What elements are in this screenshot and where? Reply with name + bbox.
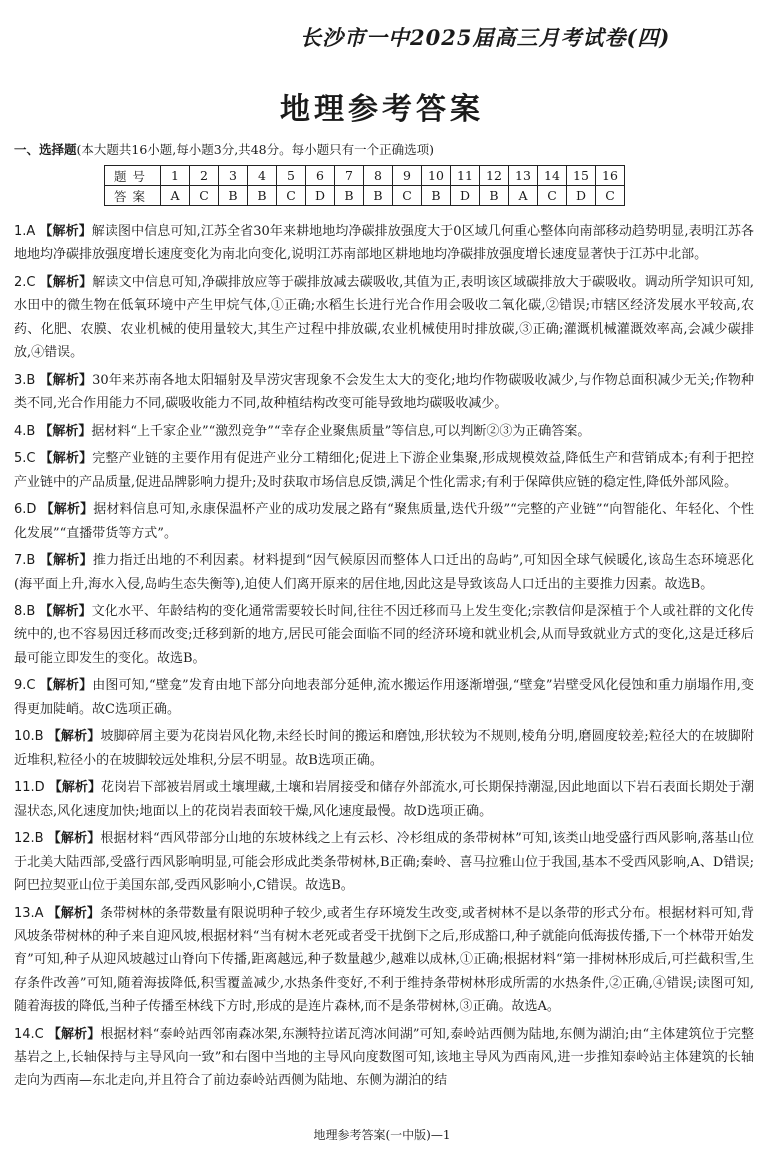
answer-item-number: 13.A bbox=[14, 905, 44, 921]
answer-item bbox=[14, 420, 754, 443]
analysis-tag: 【解析】 bbox=[47, 905, 101, 921]
answer-item bbox=[14, 827, 754, 897]
question-number-row bbox=[105, 166, 625, 186]
question-number-cell: 15 bbox=[567, 166, 596, 186]
answer-item-text: 解读文中信息可知,净碳排放应等于碳排放减去碳吸收,其值为正,表明该区域碳排放大于碳吸收。调动所学知识可知,水田中的微生物在低氧环境中产生甲烷气体,①正确;水稻生长进行光合作用会吸收二氧化碳,②错误;市辖区经济发展水平较高,农药、化肥、农膜、农业机械的使用量较大,其生产过程中排放碳,农业机械使用时排放碳,③正确;灌溉机械灌溉效率高,会减少碳排放,④错误。 bbox=[14, 274, 754, 360]
analysis-tag: 【解析】 bbox=[40, 502, 94, 518]
answer-item bbox=[14, 902, 754, 1018]
question-number-cell: 14 bbox=[538, 166, 567, 186]
answer-item-text: 坡脚碎屑主要为花岗岩风化物,未经长时间的搬运和磨蚀,形状较为不规则,棱角分明,磨圆度较差;粒径大的在坡脚附近堆积,粒径小的在坡脚较远处堆积,分层不明显。故B选项正确。 bbox=[14, 729, 754, 768]
answer-item-number: 11.D bbox=[14, 780, 45, 796]
analysis-tag: 【解析】 bbox=[48, 780, 102, 796]
analysis-tag: 【解析】 bbox=[39, 274, 93, 290]
answer-cell: A bbox=[161, 186, 190, 206]
answer-cell: B bbox=[364, 186, 393, 206]
answer-cell: C bbox=[393, 186, 422, 206]
answer-item-text: 完整产业链的主要作用有促进产业分工精细化;促进上下游企业集聚,形成规模效益,降低生产和营销成本;有利于把控产业链中的产品质量,促进品牌影响力提升;及时获取市场信息反馈,满足个性化需求;有利于保障供应链的稳定性,降低外部风险。 bbox=[14, 451, 754, 490]
school-exam-title: 长沙市一中2025届高三月考试卷(四) bbox=[300, 25, 671, 50]
answer-cell: C bbox=[277, 186, 306, 206]
answer-table bbox=[104, 165, 625, 206]
answer-item-number: 14.C bbox=[14, 1026, 44, 1042]
question-number-cell: 11 bbox=[451, 166, 480, 186]
answer-item-number: 2.C bbox=[14, 274, 36, 290]
answer-item-text: 据材料“上千家企业”“激烈竞争”“幸存企业聚焦质量”等信息,可以判断②③为正确答案。 bbox=[91, 423, 591, 439]
question-number-cell: 5 bbox=[277, 166, 306, 186]
answer-explanations bbox=[14, 220, 754, 1097]
analysis-tag: 【解析】 bbox=[39, 451, 93, 467]
question-number-cell: 3 bbox=[219, 166, 248, 186]
section-heading bbox=[14, 140, 434, 158]
question-number-cell: 6 bbox=[306, 166, 335, 186]
question-number-cell: 1 bbox=[161, 166, 190, 186]
answer-item-number: 3.B bbox=[14, 372, 36, 388]
answer-item-text: 30年来苏南各地太阳辐射及旱涝灾害现象不会发生太大的变化;地均作物碳吸收减少,与作物总面积减少无关;作物种类不同,光合作用能力不同,碳吸收能力不同,故种植结构改变可能导致地均碳吸收减少。 bbox=[14, 372, 754, 411]
answer-cell: C bbox=[596, 186, 625, 206]
answer-item-text: 据材料信息可知,永康保温杯产业的成功发展之路有“聚焦质量,迭代升级”“完整的产业链”“向智能化、年轻化、个性化发展”“直播带货等方式”。 bbox=[14, 502, 754, 541]
answer-item-number: 8.B bbox=[14, 604, 36, 620]
answer-item-number: 6.D bbox=[14, 502, 37, 518]
answer-row bbox=[105, 186, 625, 206]
answer-item-number: 10.B bbox=[14, 729, 44, 745]
question-number-cell: 7 bbox=[335, 166, 364, 186]
section-description: (本大题共16小题,每小题3分,共48分。每小题只有一个正确选项) bbox=[76, 142, 434, 157]
answer-item-text: 花岗岩下部被岩屑或土壤埋藏,土壤和岩屑接受和储存外部流水,可长期保持潮湿,因此地面以下岩石表面长期处于潮湿状态,风化速度加快;地面以上的花岗岩表面较干燥,风化速度最慢。故D选项正确。 bbox=[14, 780, 754, 819]
answer-item bbox=[14, 220, 754, 267]
answer-cell: B bbox=[248, 186, 277, 206]
answer-item-text: 解读图中信息可知,江苏全省30年来耕地地均净碳排放强度大于0区域几何重心整体向南部移动趋势明显,表明江苏各地地均净碳排放强度增长速度变化为南北向变化,说明江苏南部地区耕地地均净碳排放强度增长速度显著快于江苏中北部。 bbox=[14, 224, 754, 263]
analysis-tag: 【解析】 bbox=[39, 553, 93, 569]
analysis-tag: 【解析】 bbox=[39, 224, 92, 239]
analysis-tag: 【解析】 bbox=[47, 1026, 101, 1042]
question-number-cell: 2 bbox=[190, 166, 219, 186]
section-label: 一、选择题 bbox=[14, 142, 77, 157]
question-number-cell: 13 bbox=[509, 166, 538, 186]
answer-item bbox=[14, 600, 754, 670]
answer-cell: B bbox=[422, 186, 451, 206]
answer-item-number: 5.C bbox=[14, 451, 36, 467]
answer-item bbox=[14, 549, 754, 596]
question-number-cell: 12 bbox=[480, 166, 509, 186]
answer-item-text: 条带树林的条带数量有限说明种子较少,或者生存环境发生改变,或者树林不是以条带的形式分布。根据材料可知,背风坡条带树林的种子来自迎风坡,根据材料“当有树木老死或者受干扰倒下之后,形成豁口,种子就能向低海拔传播,下一个林带开始发育”可知,种子从迎风坡越过山脊向下传播,距离越远,种子数量越少,越难以成林,①正确;根据材料“第一排树林形成后,可拦截积雪,生存条件改善”可知,随着海拔降低,积雪覆盖减少,水热条件变好,不利于维持条带树林形成所需的水热条件,②正确,④错误;读图可知,随着海拔的降低,当种子传播至林线下方时,形成的是连片森林,而不是条带树林,③正确。故选A。 bbox=[14, 905, 754, 1014]
answer-item bbox=[14, 498, 754, 545]
answer-item-number: 1.A bbox=[14, 224, 36, 239]
question-number-cell: 10 bbox=[422, 166, 451, 186]
analysis-tag: 【解析】 bbox=[47, 729, 101, 745]
answer-item-text: 推力指迁出地的不利因素。材料提到“因气候原因而整体人口迁出的岛屿”,可知因全球气候暖化,该岛生态环境恶化(海平面上升,海水入侵,岛屿生态失衡等),迫使人们离开原来的居住地,因此这是导致该岛人口迁出的主要推力因素。故选B。 bbox=[14, 553, 754, 592]
question-number-cell: 4 bbox=[248, 166, 277, 186]
answer-item-number: 7.B bbox=[14, 553, 36, 569]
answer-label: 答案 bbox=[105, 186, 161, 206]
answer-cell: B bbox=[335, 186, 364, 206]
analysis-tag: 【解析】 bbox=[39, 423, 92, 439]
answer-item bbox=[14, 447, 754, 494]
answer-item-text: 文化水平、年龄结构的变化通常需要较长时间,往往不因迁移而马上发生变化;宗教信仰是深植于个人或社群的文化传统中的,也不容易因迁移而改变;迁移到新的地方,居民可能会面临不同的经济环境和就业机会,从而导致就业方式的变化,这是迁移后最可能立即发生的变化。故选B。 bbox=[14, 604, 754, 666]
answer-item-text: 由图可知,“壁龛”发育由地下部分向地表部分延伸,流水搬运作用逐渐增强,“壁龛”岩壁受风化侵蚀和重力崩塌作用,变得更加陡峭。故C选项正确。 bbox=[14, 678, 754, 717]
question-number-label: 题号 bbox=[105, 166, 161, 186]
answer-item bbox=[14, 674, 754, 721]
answer-cell: D bbox=[567, 186, 596, 206]
answer-cell: B bbox=[480, 186, 509, 206]
answer-cell: D bbox=[451, 186, 480, 206]
analysis-tag: 【解析】 bbox=[47, 831, 101, 847]
page-footer: 地理参考答案(一中版)—1 bbox=[313, 1128, 451, 1142]
analysis-tag: 【解析】 bbox=[39, 372, 93, 388]
answer-item-text: 根据材料“泰岭站西邻南森冰架,东濒特拉诺瓦湾冰间湖”可知,泰岭站西侧为陆地,东侧为湖泊;由“主体建筑位于完整基岩之上,长轴保持与主导风向一致”和右图中当地的主导风向度数图可知,该地主导风为西南风,进一步推知泰岭站主体建筑的长轴走向为西南—东北走向,并且符合了前边泰岭站西侧为陆地、东侧为湖泊的结 bbox=[14, 1026, 754, 1089]
answer-item bbox=[14, 369, 754, 416]
page-title: 地理参考答案 bbox=[280, 92, 484, 127]
analysis-tag: 【解析】 bbox=[39, 604, 92, 620]
answer-cell: B bbox=[219, 186, 248, 206]
answer-item-text: 根据材料“西风带部分山地的东坡林线之上有云杉、冷杉组成的条带树林”可知,该类山地受盛行西风影响,落基山位于北美大陆西部,受盛行西风影响明显,可能会形成此类条带树林,B正确;秦岭、喜马拉雅山位于我国,基本不受西风影响,A、D错误;阿巴拉契亚山位于美国东部,受西风影响小,C错误。故选B。 bbox=[14, 831, 754, 894]
answer-item-number: 12.B bbox=[14, 831, 44, 847]
answer-cell: C bbox=[538, 186, 567, 206]
analysis-tag: 【解析】 bbox=[39, 678, 93, 694]
answer-item bbox=[14, 271, 754, 364]
question-number-cell: 16 bbox=[596, 166, 625, 186]
answer-cell: C bbox=[190, 186, 219, 206]
answer-item-number: 4.B bbox=[14, 423, 36, 439]
answer-item bbox=[14, 725, 754, 772]
answer-item bbox=[14, 776, 754, 823]
answer-item-number: 9.C bbox=[14, 678, 36, 694]
question-number-cell: 8 bbox=[364, 166, 393, 186]
answer-cell: A bbox=[509, 186, 538, 206]
answer-item bbox=[14, 1023, 754, 1093]
answer-cell: D bbox=[306, 186, 335, 206]
question-number-cell: 9 bbox=[393, 166, 422, 186]
